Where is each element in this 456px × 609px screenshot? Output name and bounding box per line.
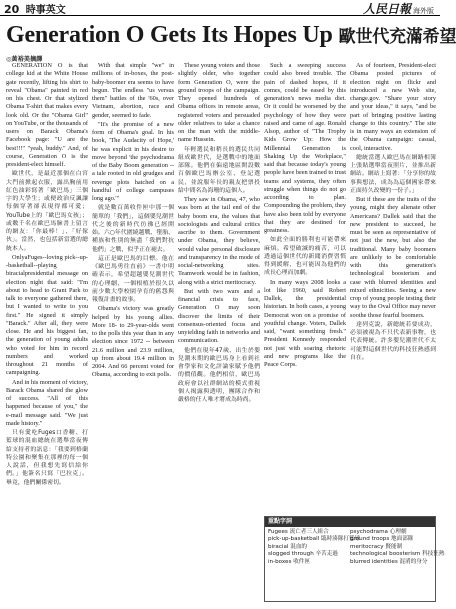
paragraph: 他們在現年47歲、出生於嬰兒潮末期的歐巴馬身上看到社會學家和文化評論家賦予他們的價值觀。他們相信，歐巴馬政府會以社群網站的模式重視個人揭露與透明，團隊合作和嚴格的任人唯才將成為時尚。: [178, 347, 260, 403]
page-number: 20: [4, 3, 20, 16]
article-column-4: [264, 62, 346, 512]
paragraph: 如此全面的勝利也可能帶來麻煩。希望破滅的痛苦，可以透過這個世代的新聞消費習慣得到緩解，也可能因為他們的成長心理而加劇。: [264, 237, 346, 277]
masthead-title: 人民日報: [362, 2, 411, 16]
glossary-item: pick-up-basketball 臨時湊隊打籃球: [268, 536, 361, 543]
glossary-item: psychodrama 心理劇: [350, 528, 407, 535]
glossary-item: biracial 混血的: [268, 543, 308, 550]
paragraph: 這正是歐巴馬的目標。他在《歐巴馬勇往直前》一書中明確表示，希望超越嬰兒潮世代的心理劇，一個根植於很久以前少數大學校園孕育的舊怨與報復計畫的故事。: [92, 255, 174, 303]
headline-chinese: 歐世代充滿希望: [338, 27, 456, 47]
glossary-item: blurred identities 混淆的身分: [350, 558, 428, 565]
section-label: [4, 1, 66, 16]
paragraph: 年輕選民和稍長的選民共同組成歐世代，是選戰中的地面部隊。他們在偏遠地區開設數百個歐巴馬辦公室、登記選民，並說服年長的親友把票投給中間名為海珊的這個人。: [178, 146, 260, 194]
paragraph: 總統當選人歐巴馬在網路相簿上張貼選舉當夜照片，並推出新網站。網站上寫著：「分享你的故事與想法，成為為這個國家帶來正面持久改變的一份子。」: [350, 154, 436, 194]
paragraph: But with two wars and a financial crisis to face, Generation O may soon discover the limits of their consensus-oriented focus and unyielding faith in networks and communication.: [178, 287, 260, 345]
paragraph: 就是數百萬收件匣中那一個簡單的「我們」，這個嬰兒潮世代之後的新時代彷彿已經開始。六○年代圍繞越戰、墮胎、種族和性別的無盡「我們對抗他們」之戰，似乎正在褪去。: [92, 205, 174, 253]
headline-english: Generation O Gets Its Hopes Up: [6, 22, 333, 48]
paragraph: Obama's victory was greatly helped by his young allies. More 18- to 29-year-olds went to the polls this year than in any election since 1972 -- between 21.6 million and 23.9 million, up from about 19.4 million in 2004. And 66 percent voted for Obama, according to exit polls.: [92, 305, 174, 379]
byline: ◎黃裕美摘譯: [6, 56, 43, 63]
glossary-item: ground troops 地面部隊: [350, 536, 414, 543]
section-name: 時事英文: [25, 5, 66, 16]
paragraph: 達列克說，新總統若要成功，必須被視為不只代表新事物，也代表傳統。許多嬰兒潮世代不太可能對這個世代的科技狂熱感到自在。: [350, 321, 436, 361]
article-column-3: [178, 62, 260, 600]
glossary-item: Fugees 流亡者三人組合: [268, 528, 329, 535]
paragraph: 只有愛吃Fuges口香糖、打籃球的混血總統在選舉當夜傳給支持者的訊息：「我要到格蘭特公園和聚集在那裡的每一個人說話，但我想先寫信給你們。」他簽名只寫「巴拉克」。畢竟，他們關係密切。: [6, 430, 88, 486]
paragraph: In many ways 2008 looks a lot like 1960, said Robert Dallek, the presidential historian. In both cases, a young Democrat won on a promise of youthful change. Voters, Dallek said, "want something fresh." President Kennedy responded not just with soaring rhetoric and new programs like the Peace Corps.: [264, 278, 346, 368]
paragraph: These young voters and those slightly older, who together form Generation O, were the ground troops of the campaign. They opened hundreds of Obama offices in remote areas, registered voters and persuaded older relatives to take a chance on the man with the middle-name Hussein.: [178, 62, 260, 144]
article-headline: [6, 22, 456, 49]
masthead-sub: 海外版: [413, 7, 434, 15]
paragraph: OnlyaFuges--loving pick--up--basketball--playing biracialpresidential message on election night that said: "I'm about to head to Grant Park to talk to everyone gathered there, but I wanted to write to you first." He signed it simply "Barack." After all, they were close. He and his biggest fan, the generation of young adults who voted for him in record numbers and worked throughout 21 months of campaigning.: [6, 253, 88, 377]
paragraph: Such a sweeping success could also breed trouble. The pain of dashed hopes, if it comes, could be eased by this generation's news media diet. Or it could be worsened by the psychology of how they were raised and came of age. Ronald Alsop, author of "The Trophy Kids Grow Up: How the Millennial Generation is Shaking Up the Workplace," said that because today's young people have been trained to trust teams and systems, they often struggle when things do not go according to plan. Compounding the problem, they have also been told by everyone that they are destined for greatness.: [264, 62, 347, 234]
glossary-item: technological boosterism 科技狂熱: [350, 551, 445, 558]
paragraph: "It's the promise of a new form of Obama's goal. In his book, 'The Audacity of Hope,' he was explicit in his desire to move beyond 'the psychodrama of the Baby Boom generation -- a tale rooted in old grudges and revenge plots hatched on a handful of college campuses long ago.'": [92, 120, 174, 202]
paragraph: With that simple "we" in millions of in-boxes, the post-baby-boomer era seems to have begun. The endless "us versus them" battles of the '60s, over Vietnam, abortion, race and gender, seemed to fade.: [92, 62, 174, 119]
paragraph: But if these are the traits of the young, might they alienate other Americans? Dallek said that the new president to succeed, he must be seen as representative of not just the new, but also the traditional. Many baby boomers are unlikely to be comfortable with this generation's technological boosterism and case with blurred identities and mixed ethnicities. Seeing a new crop of young people testing their way to the Oval Office may never soothe those fearful boomers.: [350, 196, 436, 319]
masthead: [363, 0, 434, 17]
paragraph: They saw in Obama, 47, who was born at the tail end of the baby boom era, the values that sociologists and cultural critics ascribe to them. Government under Obama, they believe, would value personal disclosure and transparency in the mode of social-networking sites. Teamwork would be in fashion, along with a strict meritocracy.: [178, 196, 260, 286]
glossary-item: in-boxes 收件匣: [268, 558, 310, 565]
paragraph: GENERATION O is that college kid at the White House gate recently, lifting his shirt to reveal "Obama" painted in red on his chest. Or that stylized Obama T-shirt that makes every look old. Or the "Obama Girl" on YouTube, or the thousands of users on Barack Obama's Facebook page: "U are the best!!!" "yeah, buddy." And, of course, Generation O is the president-elect himself.: [6, 62, 88, 168]
paragraph: And in his moment of victory, Barack Obama shared the glow of success. "All of this happened because of you," the e-mail message said. "We just made history.": [6, 378, 88, 427]
glossary-item: meritocracy 賢能制: [350, 543, 403, 550]
paragraph: As of fourteen, President-elect Obama posted pictures of election night on flickr and introduced a new Web site, change.gov. "Share your story and your ideas," it says, "and be part of bringing positive lasting change to this country." The site is in many ways an extension of the Obama campaign: casual, cool, interactive.: [350, 62, 436, 152]
article-column-2: [92, 62, 174, 600]
article-column-5: [350, 62, 436, 512]
glossary-box: [264, 516, 445, 602]
page-header: [0, 0, 440, 16]
paragraph: 歐世代，是最近那個在白宮大門前掀起衣服，露出胸前用紅色油彩寫著「歐巴馬」三個字的大學生；或便政治反諷讓每個穿著卻表現得都可愛；YouTube上的「歐巴馬女孩」；或數千名在歐巴馬臉書上留言的網友：「你最棒！」、「好傢伙」。當然，也包括新當選的總統本人。: [6, 171, 88, 252]
glossary-column-left: [268, 528, 361, 567]
article-column-1: [6, 62, 88, 600]
glossary-column-right: [350, 528, 445, 567]
glossary-item: slogged through 辛苦走過: [268, 551, 338, 558]
glossary-title: 重點字詞: [265, 517, 435, 527]
